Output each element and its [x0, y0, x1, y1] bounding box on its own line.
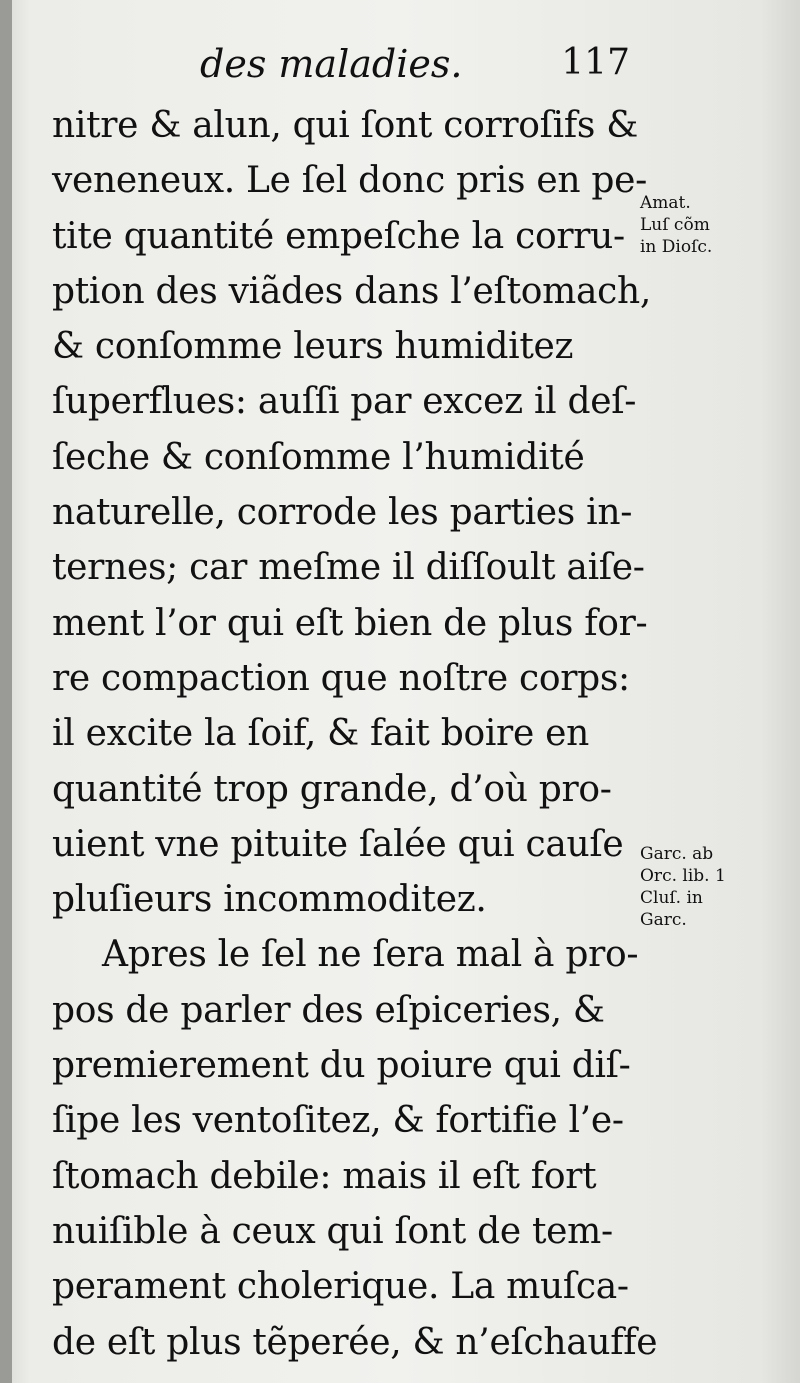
text-line: re compaction que noſtre corps: [52, 657, 630, 699]
margin-note-amatus [640, 192, 790, 258]
margin-note-line: Garc. [640, 910, 687, 930]
body-text [52, 98, 658, 1370]
text-line: ment l’or qui eſt bien de plus for- [52, 602, 648, 644]
margin-note-line: Amat. [640, 193, 691, 213]
text-line: veneneux. Le ſel donc pris en pe- [52, 160, 647, 202]
text-line: ſeche & conſomme l’humidité [52, 436, 585, 478]
margin-note-line: Luſ cõm [640, 215, 710, 235]
text-line: perament cholerique. La muſca- [52, 1266, 629, 1308]
text-line: pos de parler des eſpiceries, & [52, 989, 605, 1031]
text-line: uient vne pituite ſalée qui cauſe [52, 823, 624, 865]
text-line: ption des viãdes dans l’eſtomach, [52, 270, 652, 312]
text-line: nitre & alun, qui ſont corroſifs & [52, 105, 638, 146]
text-line: ſtomach debile: mais il eſt fort [52, 1155, 597, 1197]
text-line: ſuperflues: auſſi par excez il deſ- [52, 381, 637, 423]
text-line: il excite la ſoif, & fait boire en [52, 713, 590, 755]
text-line: premierement du poiure qui diſ- [52, 1045, 631, 1087]
running-head: des maladies. [200, 42, 463, 86]
margin-note-line: Orc. lib. 1 [640, 866, 726, 886]
margin-note-line: Cluſ. in [640, 888, 703, 908]
page-edge-shadow [0, 0, 12, 1383]
text-line: de eſt plus tẽperée, & n’eſchauffe [52, 1321, 658, 1363]
text-line: nuiſible à ceux qui ſont de tem- [52, 1210, 613, 1252]
margin-note-line: in Dioſc. [640, 237, 713, 257]
text-line: ſipe les ventoſitez, & fortifie l’e- [52, 1100, 624, 1142]
page-number: 117 [561, 42, 630, 83]
text-line: quantité trop grande, d’où pro- [52, 768, 612, 810]
margin-note-garcia [640, 843, 790, 931]
page-header [200, 42, 640, 92]
text-line: pluſieurs incommoditez. [52, 879, 487, 921]
text-line: tite quantité empeſche la corru- [52, 215, 625, 257]
paragraph-first-line: Apres le ſel ne ſera mal à pro- [102, 934, 639, 976]
text-line: ternes; car meſme il diſſoult aiſe- [52, 547, 645, 589]
margin-note-line: Garc. ab [640, 844, 714, 864]
text-line: naturelle, corrode les parties in- [52, 492, 633, 534]
text-line: & conſomme leurs humiditez [52, 326, 574, 368]
